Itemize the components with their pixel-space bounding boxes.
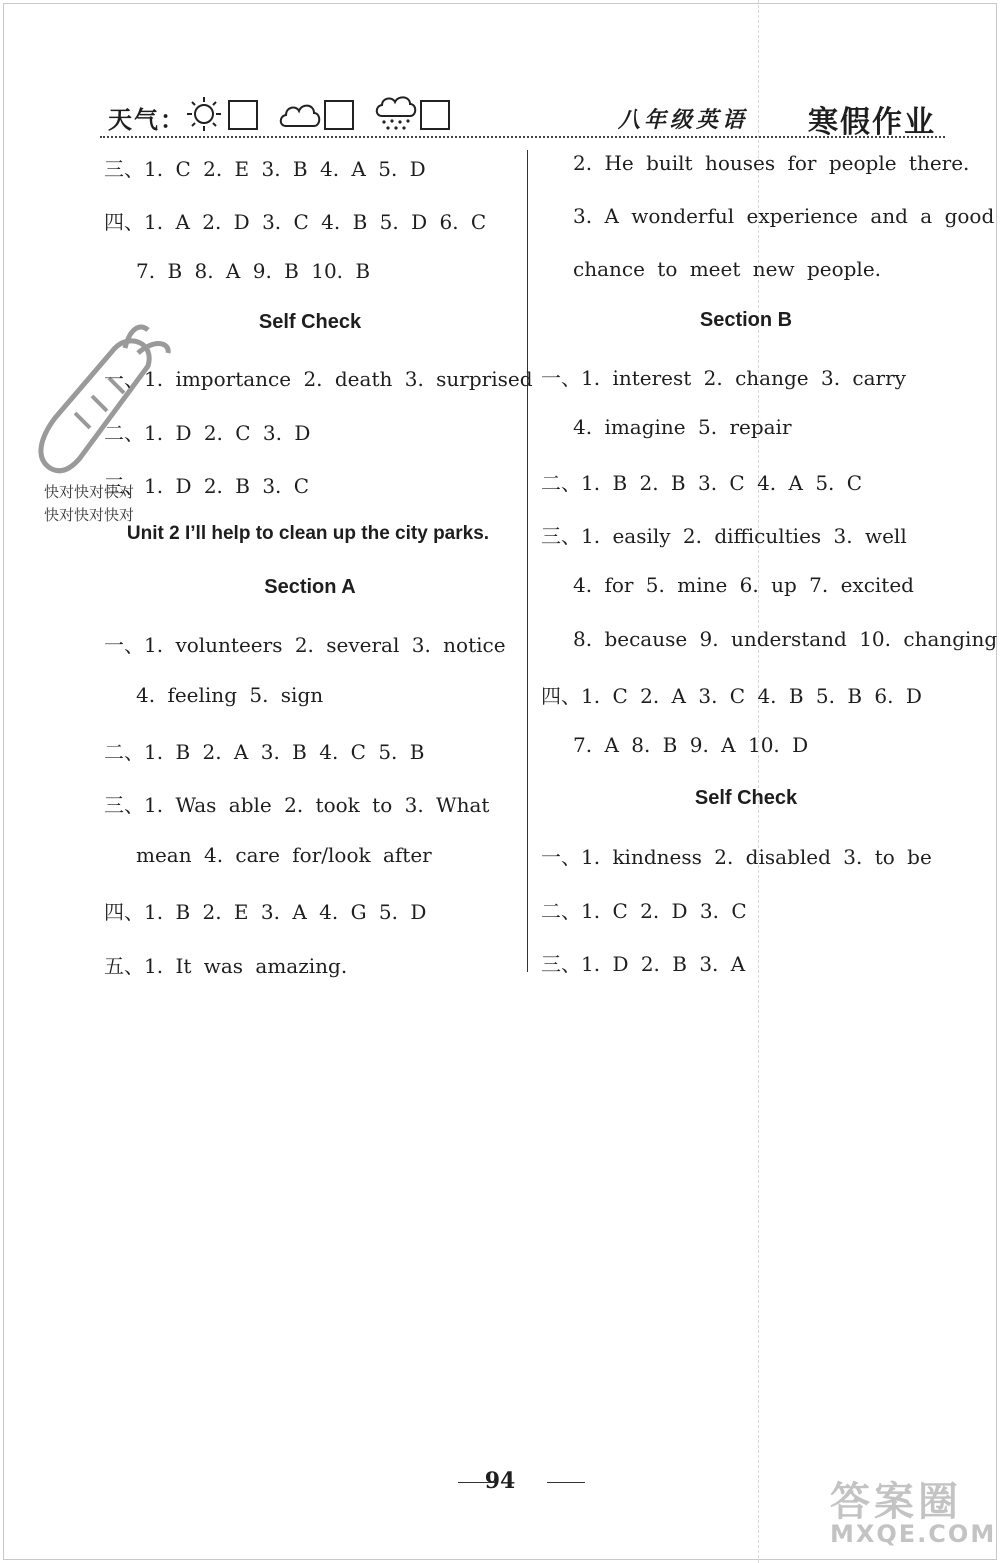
- weather-checkbox-rainy: [420, 100, 450, 130]
- answer-line: 三、1. Was able 2. took to 3. What: [104, 793, 490, 817]
- section-heading: Self Check: [258, 311, 362, 333]
- page-header: [0, 0, 1000, 140]
- sun-icon: [186, 96, 222, 132]
- answer-line: 三、1. easily 2. difficulties 3. well: [541, 524, 907, 548]
- answer-line: 一、1. importance 2. death 3. surprised: [104, 367, 533, 391]
- answer-line: 7. A 8. B 9. A 10. D: [573, 733, 809, 757]
- answer-line: 四、1. C 2. A 3. C 4. B 5. B 6. D: [541, 684, 922, 708]
- answer-line: 3. A wonderful experience and a good: [573, 204, 995, 228]
- answer-line: 一、1. volunteers 2. several 3. notice: [104, 633, 506, 657]
- answer-line: 7. B 8. A 9. B 10. B: [136, 259, 371, 283]
- book-title: 寒假作业: [808, 105, 936, 140]
- answer-line: 三、1. D 2. B 3. C: [104, 474, 310, 498]
- answer-line: chance to meet new people.: [573, 257, 882, 281]
- answer-line: 五、1. It was amazing.: [104, 954, 348, 978]
- watermark-line: [758, 0, 759, 1563]
- answer-line: 一、1. interest 2. change 3. carry: [541, 366, 906, 390]
- answer-line: 4. imagine 5. repair: [573, 415, 792, 439]
- section-heading: Self Check: [694, 787, 798, 809]
- unit-title: Unit 2 I’ll help to clean up the city parks.: [126, 523, 490, 544]
- watermark-side-text-1: 快对快对快对: [44, 483, 135, 501]
- answer-line: 四、1. A 2. D 3. C 4. B 5. D 6. C: [104, 210, 487, 234]
- watermark-stamp-main: 答案圈: [830, 1479, 962, 1525]
- answer-line: 8. because 9. understand 10. changing: [573, 627, 998, 651]
- answer-line: 二、1. B 2. A 3. B 4. C 5. B: [104, 740, 425, 764]
- answer-line: 二、1. B 2. B 3. C 4. A 5. C: [541, 471, 863, 495]
- answer-line: 四、1. B 2. E 3. A 4. G 5. D: [104, 900, 427, 924]
- weather-checkbox-cloudy: [324, 100, 354, 130]
- column-divider: [527, 150, 528, 972]
- grade-subject: 八年级英语: [618, 107, 749, 133]
- answer-line: 2. He built houses for people there.: [573, 151, 970, 175]
- weather-label: 天气：: [108, 105, 186, 134]
- watermark-stamp-sub: MXQE.COM: [830, 1520, 997, 1548]
- answer-line: 二、1. D 2. C 3. D: [104, 421, 311, 445]
- answer-line: 一、1. kindness 2. disabled 3. to be: [541, 845, 932, 869]
- answer-line: 二、1. C 2. D 3. C: [541, 899, 747, 923]
- answer-line: mean 4. care for/look after: [136, 843, 432, 867]
- answer-line: 4. feeling 5. sign: [136, 683, 324, 707]
- carrot-watermark-icon: [30, 318, 175, 478]
- header-divider: [100, 136, 945, 138]
- section-heading: Section B: [699, 309, 793, 331]
- answer-line: 三、1. C 2. E 3. B 4. A 5. D: [104, 157, 426, 181]
- answer-line: 4. for 5. mine 6. up 7. excited: [573, 573, 914, 597]
- page-border: [3, 3, 997, 1560]
- weather-checkbox-sunny: [228, 100, 258, 130]
- cloud-icon: [278, 96, 322, 132]
- rain-cloud-icon: [374, 96, 418, 132]
- page-number: 94: [484, 1468, 516, 1494]
- site-watermark-stamp: [830, 1470, 997, 1555]
- answer-line: 三、1. D 2. B 3. A: [541, 952, 746, 976]
- watermark-side-text-2: 快对快对快对: [44, 506, 135, 524]
- page-number-dash-right: [547, 1482, 585, 1483]
- section-heading: Section A: [264, 576, 356, 598]
